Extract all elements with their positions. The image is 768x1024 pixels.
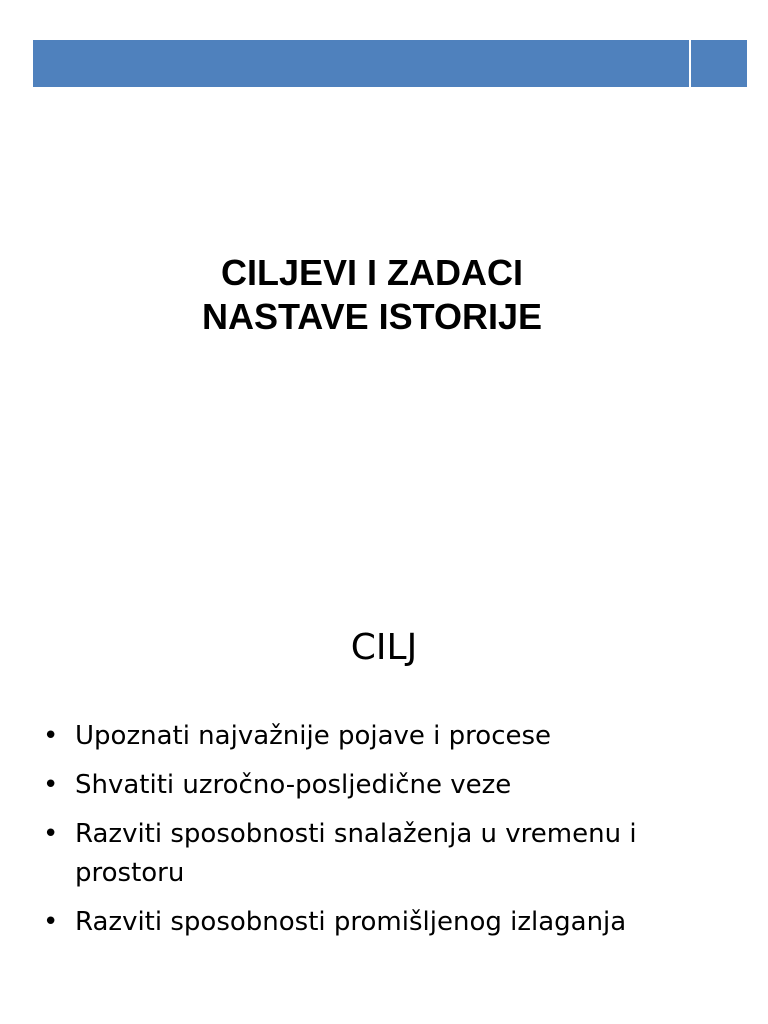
slide-title-line-2: NASTAVE ISTORIJE (201, 296, 543, 337)
slide-title-line-1: CILJEVI I ZADACI (220, 252, 524, 293)
list-item: • Shvatiti uzročno-posljedične veze (43, 766, 723, 805)
list-item: • Upoznati najvažnije pojave i procese (43, 717, 723, 756)
slide-title (0, 251, 744, 339)
section-heading: CILJ (350, 627, 418, 668)
goals-list (43, 717, 723, 952)
header-bar-divider (689, 40, 691, 87)
list-item: • Razviti sposobnosti snalaženja u vremenu i prostoru (43, 815, 723, 893)
list-item: • Razviti sposobnosti promišljenog izlaganja (43, 903, 723, 942)
header-bar (33, 40, 747, 87)
